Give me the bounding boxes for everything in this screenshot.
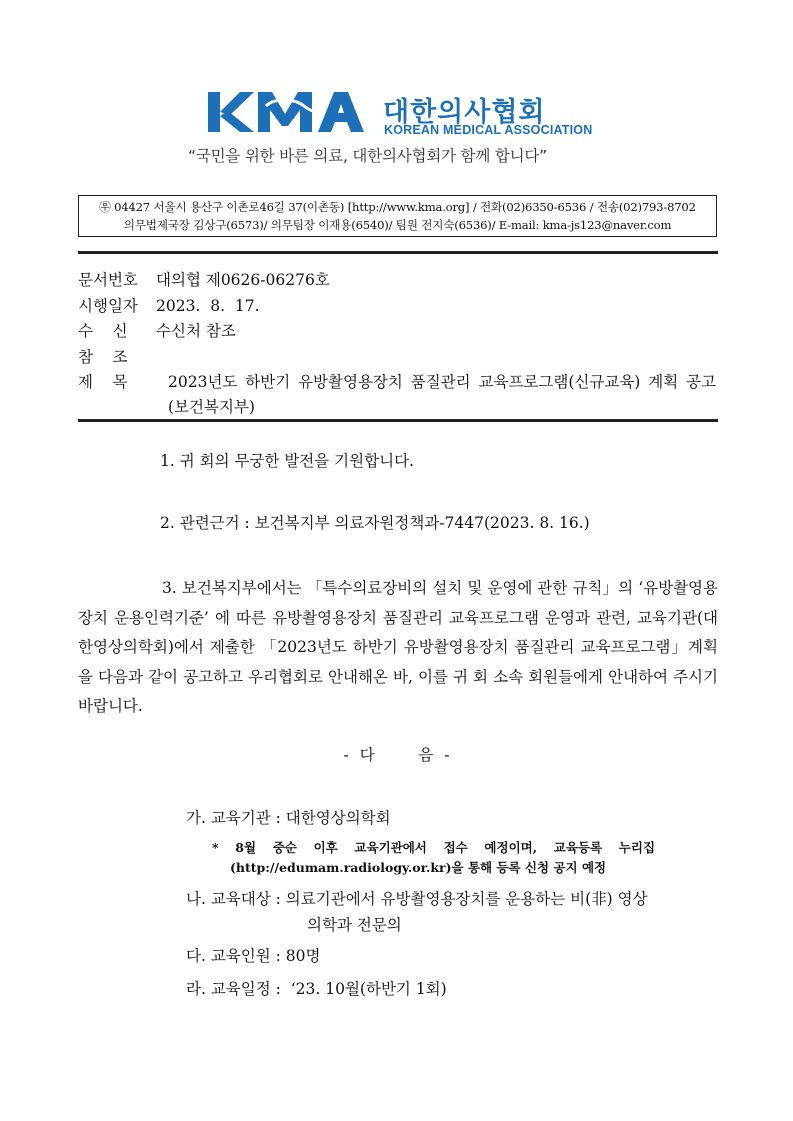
org-name-kr: 대한의사협회 xyxy=(383,97,546,128)
logo-k-arm-lower xyxy=(220,111,254,132)
header-top-rule xyxy=(78,251,718,254)
subject-label: 제 목 xyxy=(78,373,128,391)
logo-k-arm-upper xyxy=(220,92,254,115)
org-name-en: KOREAN MEDICAL ASSOCIATION xyxy=(384,123,593,137)
recipient-label: 수 신 xyxy=(78,322,128,340)
doc-number-label: 문서번호 xyxy=(78,271,138,289)
paragraph-2: 2. 관련근거 : 보건복지부 의료자원정책과-7447(2023. 8. 16.) xyxy=(160,514,590,532)
subject-value: 2023년도 하반기 유방촬영용장치 품질관리 교육프로그램(신규교육) 계획 공고(보건복지부) xyxy=(168,373,716,416)
kma-logo xyxy=(208,88,373,136)
date-row xyxy=(78,294,260,316)
contact-line-1: ㉾ 04427 서울시 용산구 이촌로46길 37(이촌동) [http://www.kma.org] / 전화(02)6350-6536 / 전송(02)793-8702 xyxy=(99,200,696,214)
header-bottom-rule xyxy=(78,419,718,422)
date-label: 시행일자 xyxy=(78,297,138,315)
note-line-2: (http://edumam.radiology.or.kr)을 통해 등록 신청 공지 예정 xyxy=(230,860,607,875)
reference-label: 참 조 xyxy=(78,348,128,366)
reference-row xyxy=(78,345,156,367)
recipient-row xyxy=(78,319,236,341)
item-na: 나. 교육대상 : 의료기관에서 유방촬영용장치를 운용하는 비(非) 영상 xyxy=(186,890,648,908)
item-da: 다. 교육인원 : 80명 xyxy=(186,947,321,965)
note-line-1: * 8월 중순 이후 교육기관에서 접수 예정이며, 교육등록 누리집 xyxy=(212,840,656,855)
contact-box xyxy=(78,195,717,237)
logo-m xyxy=(258,92,312,132)
contact-line-2: 의무법제국장 김상구(6573)/ 의무팀장 이재용(6540)/ 팀원 전지숙(6536)/ E-mail: kma-js123@naver.com xyxy=(123,218,672,232)
doc-number-row xyxy=(78,268,330,290)
date-value: 2023. 8. 17. xyxy=(156,297,260,315)
item-na-continued: 의학과 전문의 xyxy=(307,916,402,934)
item-ga: 가. 교육기관 : 대한영상의학회 xyxy=(186,809,391,827)
note xyxy=(212,838,655,878)
slogan: “국민을 위한 바른 의료, 대한의사협회가 함께 합니다” xyxy=(188,147,547,165)
paragraph-1: 1. 귀 회의 무궁한 발전을 기원합니다. xyxy=(160,452,414,470)
doc-number-value: 대의협 제0626-06276호 xyxy=(156,271,330,289)
recipient-value: 수신처 참조 xyxy=(156,322,236,340)
paragraph-3: 3. 보건복지부에서는 「특수의료장비의 설치 및 운영에 관한 규칙」의 ‘유방촬영용장치 운용인력기준’ 에 따른 유방촬영용장치 품질관리 교육프로그램 운영과 관련, 교육기관(대한영상의학회)에서 제출한 「2023년도 하반기 유방촬영용장치 품질관리 교육프로그램」계획을 다음과 같이 공고하고 우리협회로 안내해온 바, 이를 귀 회 소속 회원들에게 안내하여 주시기 바랍니다. xyxy=(78,579,718,715)
item-ra: 라. 교육일정 : ‘23. 10월(하반기 1회) xyxy=(186,980,447,998)
section-title: - 다 음 - xyxy=(343,746,450,764)
logo-k-stem xyxy=(208,92,220,132)
